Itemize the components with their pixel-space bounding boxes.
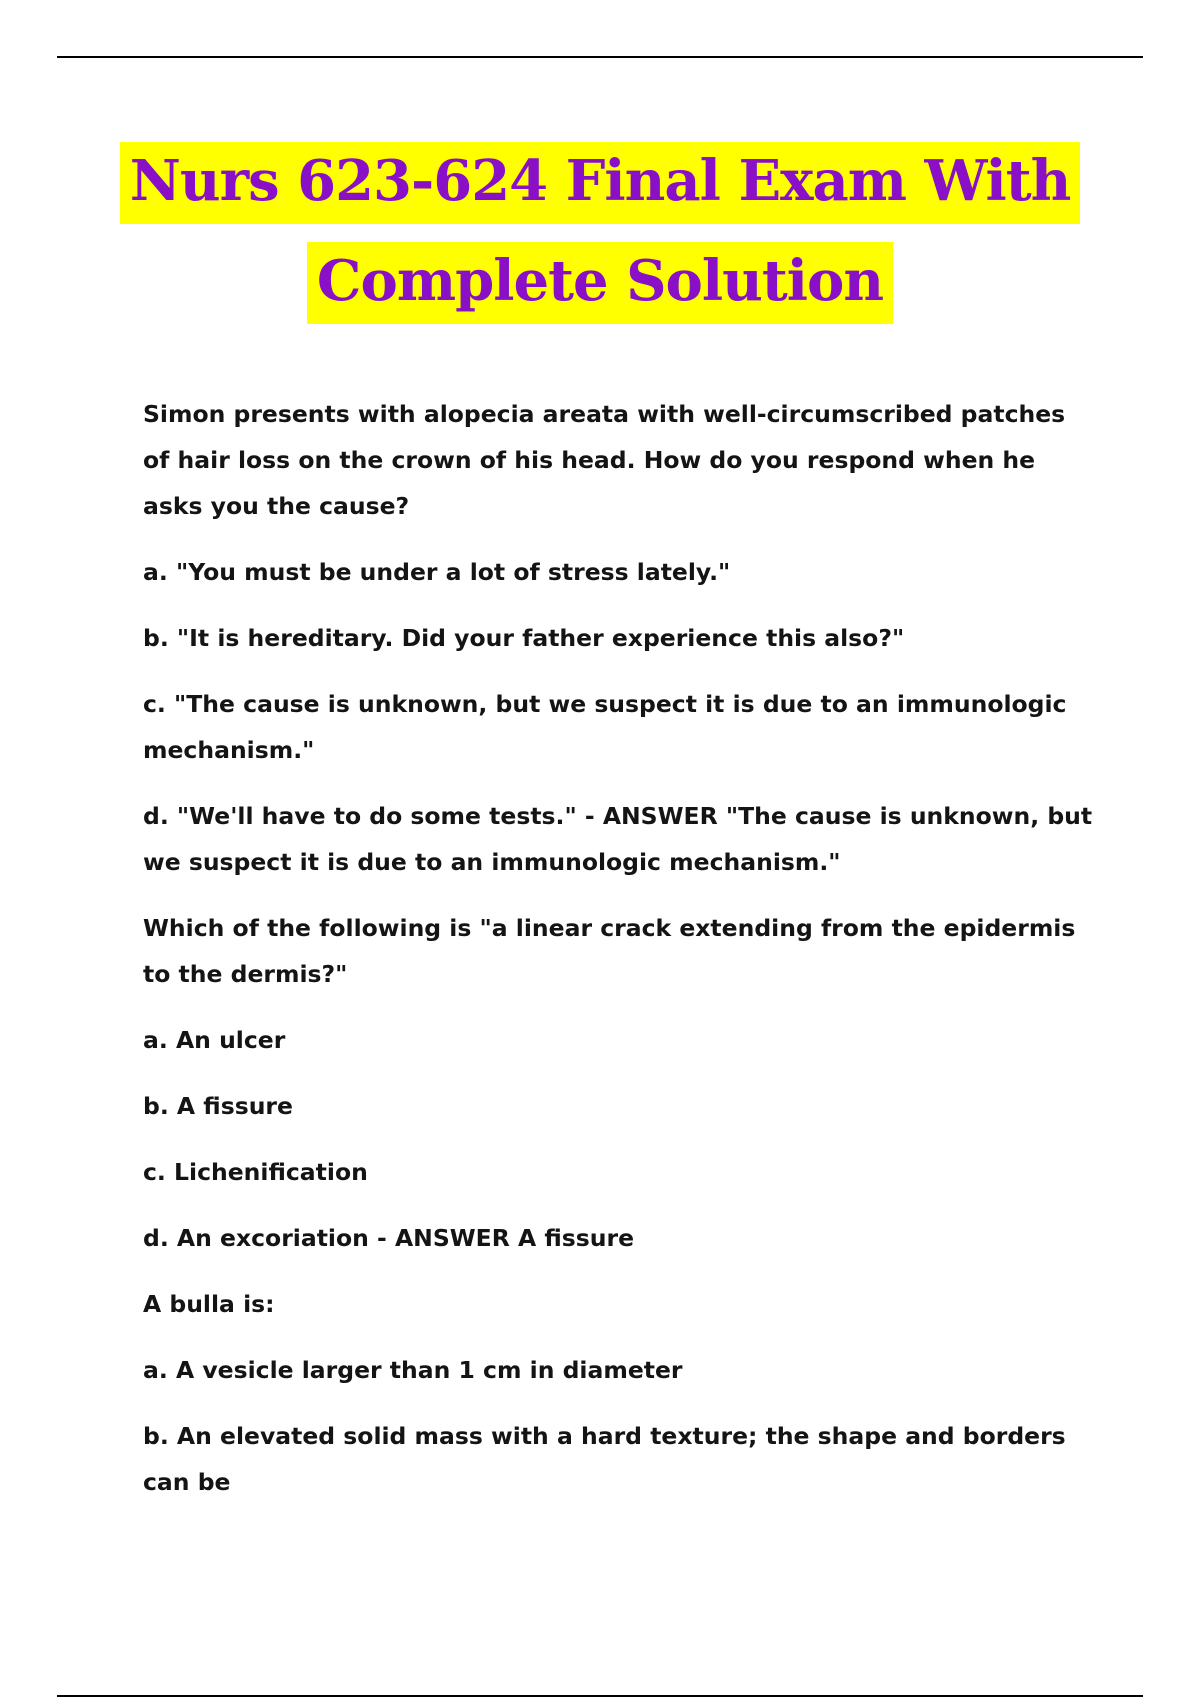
question-2-option-b: b. A fissure bbox=[143, 1092, 293, 1120]
question-2-option-d-answer: d. An excoriation - ANSWER A fissure bbox=[143, 1224, 635, 1252]
question-1-option-c: c. "The cause is unknown, but we suspect it is due to an immunologic mechanism." bbox=[143, 690, 1067, 764]
title-line-2: Complete Solution bbox=[307, 242, 893, 324]
title-line-1: Nurs 623-624 Final Exam With bbox=[120, 142, 1081, 224]
question-2-stem: Which of the following is "a linear crack extending from the epidermis to the dermis?" bbox=[143, 914, 1076, 988]
question-3-option-a: a. A vesicle larger than 1 cm in diameter bbox=[143, 1356, 683, 1384]
question-2-option-c: c. Lichenification bbox=[143, 1158, 368, 1186]
question-1-option-b: b. "It is hereditary. Did your father experience this also?" bbox=[143, 624, 905, 652]
question-1-option-a: a. "You must be under a lot of stress lately." bbox=[143, 558, 731, 586]
question-2-option-a: a. An ulcer bbox=[143, 1026, 286, 1054]
question-1-option-d-answer: d. "We'll have to do some tests." - ANSWER "The cause is unknown, but we suspect it is due to an immunologic mechanism." bbox=[143, 802, 1093, 876]
question-3-option-b: b. An elevated solid mass with a hard texture; the shape and borders can be bbox=[143, 1422, 1066, 1496]
document-title bbox=[0, 138, 1200, 338]
question-3-stem: A bulla is: bbox=[143, 1290, 275, 1318]
top-rule bbox=[57, 56, 1143, 58]
document-body bbox=[143, 391, 1093, 1525]
bottom-rule bbox=[57, 1695, 1143, 1697]
question-1-stem: Simon presents with alopecia areata with well-circumscribed patches of hair loss on the crown of his head. How do you respond when he asks you the cause? bbox=[143, 400, 1066, 520]
